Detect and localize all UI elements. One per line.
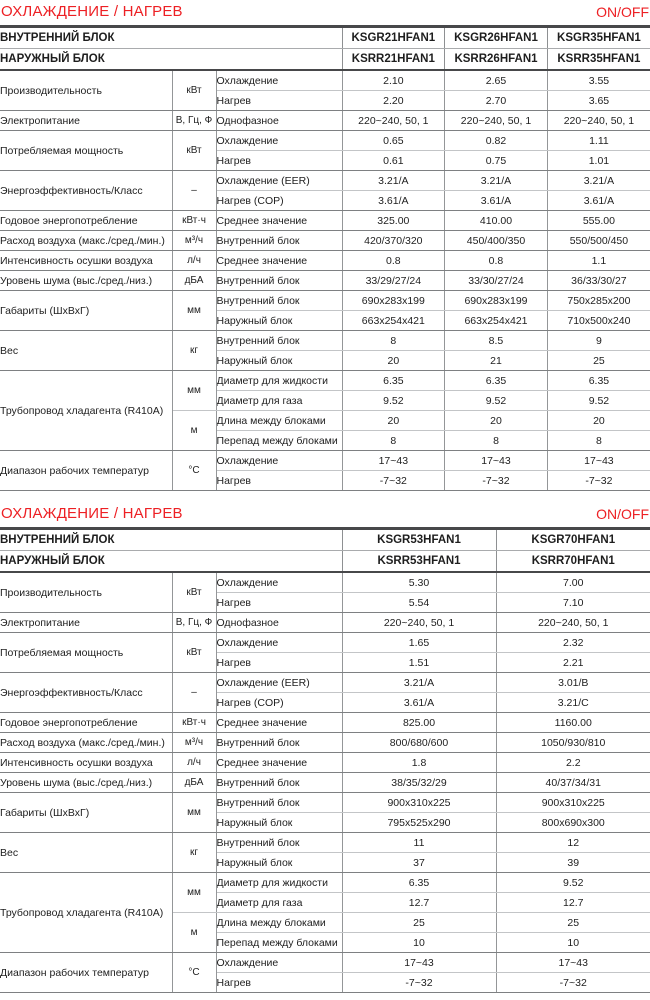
unit-label: кг (172, 833, 216, 873)
spec-value: 2.2 (496, 753, 650, 773)
param-name: Энергоэффективность/Класс (0, 171, 172, 211)
unit-label: м (172, 913, 216, 953)
spec-value: 3.55 (547, 70, 650, 91)
sub-param-name: Диаметр для газа (216, 893, 342, 913)
spec-table-2 (0, 527, 650, 993)
unit-label: кг (172, 331, 216, 371)
spec-value: 220~240, 50, 1 (342, 613, 496, 633)
spec-row (0, 291, 650, 311)
spec-value: 9.52 (547, 391, 650, 411)
spec-row (0, 171, 650, 191)
sub-param-name: Внутренний блок (216, 773, 342, 793)
spec-value: 2.65 (445, 70, 548, 91)
spec-value: 750x285x200 (547, 291, 650, 311)
param-name: Потребляемая мощность (0, 633, 172, 673)
spec-value: 325.00 (342, 211, 445, 231)
sub-param-name: Среднее значение (216, 753, 342, 773)
spec-value: 1.1 (547, 251, 650, 271)
spec-value: 550/500/450 (547, 231, 650, 251)
param-name: Уровень шума (выс./сред./низ.) (0, 271, 172, 291)
sub-param-name: Нагрев (216, 471, 342, 491)
spec-value: 0.75 (445, 151, 548, 171)
param-name: Энергоэффективность/Класс (0, 673, 172, 713)
model-name: KSRR70HFAN1 (496, 551, 650, 573)
spec-value: 20 (342, 411, 445, 431)
spec-value: 1.11 (547, 131, 650, 151)
spec-value: 5.54 (342, 593, 496, 613)
spec-value: 450/400/350 (445, 231, 548, 251)
spec-value: -7~32 (342, 471, 445, 491)
spec-value: 6.35 (445, 371, 548, 391)
spec-row (0, 451, 650, 471)
spec-value: 40/37/34/31 (496, 773, 650, 793)
param-name: Электропитание (0, 613, 172, 633)
unit-label: дБА (172, 773, 216, 793)
spec-row (0, 833, 650, 853)
unit-label: В, Гц, Ф (172, 111, 216, 131)
spec-value: 3.21/A (547, 171, 650, 191)
spec-row (0, 613, 650, 633)
unit-label: кВт (172, 70, 216, 111)
model-name: KSGR53HFAN1 (342, 529, 496, 551)
spec-value: 39 (496, 853, 650, 873)
spec-row (0, 131, 650, 151)
sub-param-name: Внутренний блок (216, 833, 342, 853)
unit-label: мм (172, 371, 216, 411)
unit-label: кВт (172, 131, 216, 171)
sub-param-name: Наружный блок (216, 813, 342, 833)
spec-sheet-page (0, 2, 650, 993)
spec-value: -7~32 (547, 471, 650, 491)
spec-value: 825.00 (342, 713, 496, 733)
sub-param-name: Охлаждение (216, 953, 342, 973)
sub-param-name: Диаметр для жидкости (216, 873, 342, 893)
spec-row (0, 633, 650, 653)
spec-value: 6.35 (342, 371, 445, 391)
sub-param-name: Внутренний блок (216, 733, 342, 753)
spec-value: 37 (342, 853, 496, 873)
spec-value: 2.10 (342, 70, 445, 91)
spec-value: 900x310x225 (342, 793, 496, 813)
sub-param-name: Охлаждение (EER) (216, 673, 342, 693)
spec-row (0, 572, 650, 593)
model-name: KSGR70HFAN1 (496, 529, 650, 551)
sub-param-name: Охлаждение (216, 70, 342, 91)
spec-value: 2.21 (496, 653, 650, 673)
spec-value: 33/29/27/24 (342, 271, 445, 291)
param-name: Расход воздуха (макс./сред./мин.) (0, 733, 172, 753)
spec-value: 795x525x290 (342, 813, 496, 833)
sub-param-name: Однофазное (216, 613, 342, 633)
param-name: Трубопровод хладагента (R410A) (0, 371, 172, 451)
sub-param-name: Нагрев (COP) (216, 693, 342, 713)
sub-param-name: Внутренний блок (216, 291, 342, 311)
spec-value: 220~240, 50, 1 (445, 111, 548, 131)
spec-value: 0.61 (342, 151, 445, 171)
model-name: KSGR26HFAN1 (445, 27, 548, 49)
spec-value: 9.52 (496, 873, 650, 893)
param-name: Трубопровод хладагента (R410A) (0, 873, 172, 953)
param-name: Диапазон рабочих температур (0, 451, 172, 491)
spec-value: 25 (547, 351, 650, 371)
spec-value: 10 (342, 933, 496, 953)
spec-value: 17~43 (445, 451, 548, 471)
spec-value: 220~240, 50, 1 (547, 111, 650, 131)
unit-label: кВт·ч (172, 211, 216, 231)
unit-label: – (172, 171, 216, 211)
spec-value: 11 (342, 833, 496, 853)
spec-row (0, 953, 650, 973)
spec-value: 12.7 (496, 893, 650, 913)
spec-row (0, 773, 650, 793)
section-header (1, 2, 649, 22)
spec-value: 3.21/C (496, 693, 650, 713)
onoff-badge: ON/OFF (596, 506, 649, 522)
spec-row (0, 371, 650, 391)
sub-param-name: Перепад между блоками (216, 933, 342, 953)
sub-param-name: Нагрев (216, 151, 342, 171)
spec-value: 12 (496, 833, 650, 853)
spec-value: 6.35 (342, 873, 496, 893)
spec-value: 3.61/A (445, 191, 548, 211)
spec-value: 8 (547, 431, 650, 451)
param-name: Габариты (ШхВхГ) (0, 793, 172, 833)
spec-value: 710x500x240 (547, 311, 650, 331)
spec-value: 690x283x199 (445, 291, 548, 311)
spec-row (0, 753, 650, 773)
sub-param-name: Внутренний блок (216, 793, 342, 813)
spec-section-2 (0, 504, 650, 993)
spec-value: 9 (547, 331, 650, 351)
spec-table-1 (0, 25, 650, 491)
spec-value: 3.01/B (496, 673, 650, 693)
spec-value: 10 (496, 933, 650, 953)
spec-value: 410.00 (445, 211, 548, 231)
outdoor-unit-label: НАРУЖНЫЙ БЛОК (0, 49, 342, 71)
spec-row (0, 231, 650, 251)
param-name: Производительность (0, 70, 172, 111)
spec-value: 2.70 (445, 91, 548, 111)
spec-value: 1.51 (342, 653, 496, 673)
param-name: Интенсивность осушки воздуха (0, 251, 172, 271)
spec-row (0, 70, 650, 91)
model-name: KSRR53HFAN1 (342, 551, 496, 573)
spec-value: 25 (342, 913, 496, 933)
spec-value: 25 (496, 913, 650, 933)
sub-param-name: Наружный блок (216, 311, 342, 331)
sub-param-name: Нагрев (216, 593, 342, 613)
spec-value: 8 (342, 331, 445, 351)
model-name: KSRR35HFAN1 (547, 49, 650, 71)
spec-value: 17~43 (342, 451, 445, 471)
sub-param-name: Перепад между блоками (216, 431, 342, 451)
spec-row (0, 673, 650, 693)
model-name: KSGR35HFAN1 (547, 27, 650, 49)
param-name: Годовое энергопотребление (0, 713, 172, 733)
spec-value: 900x310x225 (496, 793, 650, 813)
sub-param-name: Охлаждение (216, 572, 342, 593)
spec-value: 0.65 (342, 131, 445, 151)
spec-value: 8 (342, 431, 445, 451)
spec-row (0, 793, 650, 813)
spec-value: 17~43 (342, 953, 496, 973)
spec-value: 3.21/A (342, 171, 445, 191)
spec-value: 1050/930/810 (496, 733, 650, 753)
sub-param-name: Охлаждение (EER) (216, 171, 342, 191)
spec-value: 12.7 (342, 893, 496, 913)
spec-value: 20 (445, 411, 548, 431)
spec-value: 1.65 (342, 633, 496, 653)
unit-label: мм (172, 291, 216, 331)
param-name: Производительность (0, 572, 172, 613)
spec-row (0, 713, 650, 733)
spec-value: 800x690x300 (496, 813, 650, 833)
param-name: Габариты (ШхВхГ) (0, 291, 172, 331)
sub-param-name: Среднее значение (216, 211, 342, 231)
unit-label: мм (172, 873, 216, 913)
sub-param-name: Наружный блок (216, 351, 342, 371)
spec-value: 2.20 (342, 91, 445, 111)
spec-row (0, 251, 650, 271)
unit-label: кВт (172, 572, 216, 613)
spec-value: 220~240, 50, 1 (342, 111, 445, 131)
spec-row (0, 331, 650, 351)
sub-param-name: Среднее значение (216, 713, 342, 733)
spec-value: 1160.00 (496, 713, 650, 733)
param-name: Потребляемая мощность (0, 131, 172, 171)
spec-value: 2.32 (496, 633, 650, 653)
sub-param-name: Охлаждение (216, 451, 342, 471)
spec-value: 420/370/320 (342, 231, 445, 251)
unit-label: мм (172, 793, 216, 833)
sub-param-name: Нагрев (COP) (216, 191, 342, 211)
spec-value: 8.5 (445, 331, 548, 351)
spec-value: 20 (547, 411, 650, 431)
model-header-row (0, 551, 650, 573)
sub-param-name: Наружный блок (216, 853, 342, 873)
spec-value: 3.21/A (342, 673, 496, 693)
spec-value: 0.8 (342, 251, 445, 271)
section-title: ОХЛАЖДЕНИЕ / НАГРЕВ (1, 3, 183, 20)
param-name: Вес (0, 331, 172, 371)
spec-value: 21 (445, 351, 548, 371)
param-name: Расход воздуха (макс./сред./мин.) (0, 231, 172, 251)
param-name: Диапазон рабочих температур (0, 953, 172, 993)
indoor-unit-label: ВНУТРЕННИЙ БЛОК (0, 27, 342, 49)
spec-value: 3.61/A (342, 693, 496, 713)
sub-param-name: Среднее значение (216, 251, 342, 271)
spec-value: 7.00 (496, 572, 650, 593)
sub-param-name: Нагрев (216, 91, 342, 111)
spec-value: 220~240, 50, 1 (496, 613, 650, 633)
unit-label: кВт·ч (172, 713, 216, 733)
spec-value: 5.30 (342, 572, 496, 593)
sub-param-name: Длина между блоками (216, 411, 342, 431)
indoor-unit-label: ВНУТРЕННИЙ БЛОК (0, 529, 342, 551)
sub-param-name: Охлаждение (216, 633, 342, 653)
spec-row (0, 873, 650, 893)
spec-row (0, 111, 650, 131)
spec-value: 3.21/A (445, 171, 548, 191)
spec-section-1 (0, 2, 650, 491)
spec-value: 33/30/27/24 (445, 271, 548, 291)
spec-value: 6.35 (547, 371, 650, 391)
sub-param-name: Однофазное (216, 111, 342, 131)
section-header (1, 504, 649, 524)
unit-label: м³/ч (172, 733, 216, 753)
spec-value: 663x254x421 (342, 311, 445, 331)
sub-param-name: Диаметр для жидкости (216, 371, 342, 391)
sub-param-name: Внутренний блок (216, 271, 342, 291)
unit-label: л/ч (172, 753, 216, 773)
spec-value: 3.61/A (547, 191, 650, 211)
unit-label: м (172, 411, 216, 451)
spec-value: 3.61/A (342, 191, 445, 211)
spec-value: 555.00 (547, 211, 650, 231)
unit-label: кВт (172, 633, 216, 673)
spec-value: 1.8 (342, 753, 496, 773)
param-name: Уровень шума (выс./сред./низ.) (0, 773, 172, 793)
spec-value: 36/33/30/27 (547, 271, 650, 291)
spec-value: 0.82 (445, 131, 548, 151)
section-title: ОХЛАЖДЕНИЕ / НАГРЕВ (1, 505, 183, 522)
model-header-row (0, 529, 650, 551)
param-name: Вес (0, 833, 172, 873)
spec-value: 800/680/600 (342, 733, 496, 753)
spec-value: -7~32 (445, 471, 548, 491)
sub-param-name: Длина между блоками (216, 913, 342, 933)
spec-value: 663x254x421 (445, 311, 548, 331)
unit-label: л/ч (172, 251, 216, 271)
spec-value: 17~43 (496, 953, 650, 973)
model-header-row (0, 49, 650, 71)
unit-label: В, Гц, Ф (172, 613, 216, 633)
spec-value: 17~43 (547, 451, 650, 471)
sub-param-name: Нагрев (216, 973, 342, 993)
spec-value: 9.52 (342, 391, 445, 411)
spec-value: -7~32 (342, 973, 496, 993)
sub-param-name: Диаметр для газа (216, 391, 342, 411)
spec-value: 7.10 (496, 593, 650, 613)
unit-label: дБА (172, 271, 216, 291)
model-header-row (0, 27, 650, 49)
param-name: Годовое энергопотребление (0, 211, 172, 231)
spec-value: 0.8 (445, 251, 548, 271)
spec-value: 1.01 (547, 151, 650, 171)
model-name: KSRR26HFAN1 (445, 49, 548, 71)
spec-value: 20 (342, 351, 445, 371)
spec-row (0, 211, 650, 231)
spec-value: 8 (445, 431, 548, 451)
unit-label: °С (172, 953, 216, 993)
spec-value: 3.65 (547, 91, 650, 111)
unit-label: °С (172, 451, 216, 491)
spec-value: 690x283x199 (342, 291, 445, 311)
sub-param-name: Внутренний блок (216, 331, 342, 351)
spec-row (0, 271, 650, 291)
outdoor-unit-label: НАРУЖНЫЙ БЛОК (0, 551, 342, 573)
spec-value: 9.52 (445, 391, 548, 411)
model-name: KSRR21HFAN1 (342, 49, 445, 71)
spec-value: 38/35/32/29 (342, 773, 496, 793)
spec-value: -7~32 (496, 973, 650, 993)
spec-row (0, 733, 650, 753)
onoff-badge: ON/OFF (596, 4, 649, 20)
unit-label: – (172, 673, 216, 713)
sub-param-name: Охлаждение (216, 131, 342, 151)
unit-label: м³/ч (172, 231, 216, 251)
model-name: KSGR21HFAN1 (342, 27, 445, 49)
sub-param-name: Внутренний блок (216, 231, 342, 251)
param-name: Интенсивность осушки воздуха (0, 753, 172, 773)
sub-param-name: Нагрев (216, 653, 342, 673)
param-name: Электропитание (0, 111, 172, 131)
